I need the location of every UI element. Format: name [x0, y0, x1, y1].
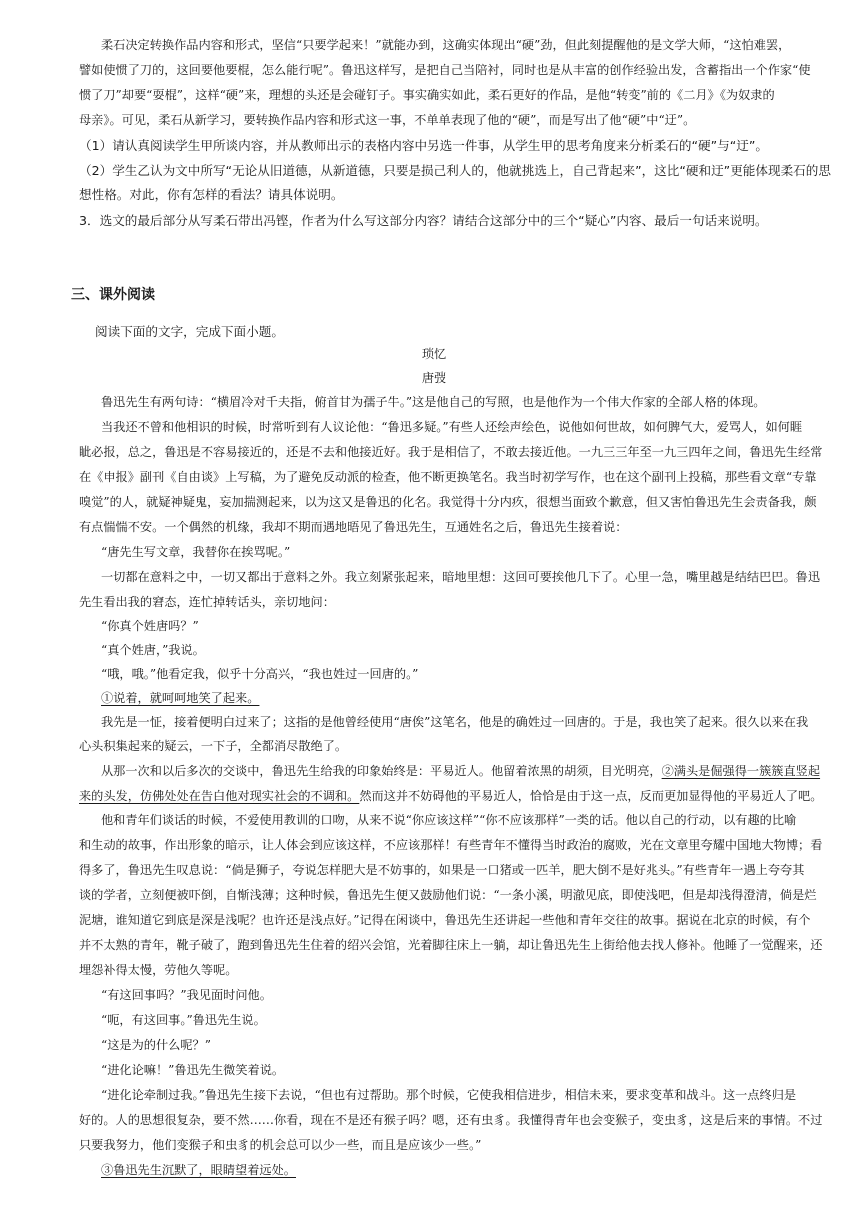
article-line: 当我还不曾和他相识的时候，时常听到有人议论他：“鲁迅多疑。”有些人还绘声绘色，说他如何世故，如何脾气大，爱骂人，如何睚 [101, 420, 803, 434]
article-line: 一切都在意料之中，一切又都出于意料之外。我立刻紧张起来，暗地里想：这回可要挨他几下了。心里一急，嘴里越是结结巴巴。鲁迅 [101, 570, 821, 584]
article-line: 他和青年们谈话的时候，不爱使用教训的口吻，从来不说“你应该这样”“你不应该那样”一类的话。他以自己的行动，以有趣的比喻 [101, 813, 797, 827]
article-author: 唐弢 [421, 371, 447, 385]
article-line: “真个姓唐，”我说。 [101, 643, 205, 657]
article-line: 在《申报》副刊《自由谈》上写稿，为了避免反动派的检查，他不断更换笔名。我当时初学写作，也在这个副刊上投稿，那些看文章“专靠 [79, 470, 817, 484]
underlined-sentence-3: ③鲁迅先生沉默了，眼睛望着远处。 [101, 1163, 296, 1177]
article-line: 并不太熟的青年，靴子破了，跑到鲁迅先生住着的绍兴会馆，光着脚往床上一躺，却让鲁迅先生上街给他去找人修补。他睡了一觉醒来，还 [79, 938, 823, 952]
article-line: 和生动的故事，作出形象的暗示，让人体会到应该这样，不应该那样！有些青年不懂得当时政治的腐败，光在文章里夸耀中国地大物博；看 [79, 838, 823, 852]
article-line: “这是为的什么呢？” [101, 1038, 211, 1052]
underlined-sentence-2-part-2: 来的头发，仿佛处处在告白他对现实社会的不调和。 [79, 789, 360, 803]
article-line-mixed [101, 759, 820, 783]
essay-line: 母亲》。可见，柔石从新学习，要转换作品内容和形式这一事，不单单表现了他的“硬”，而是写出了他“硬”中“迂”。 [79, 113, 696, 127]
article-line: 鲁迅先生有两句诗：“横眉冷对千夫指，俯首甘为孺子牛。”这是他自己的写照，也是他作为一个伟大作家的全部人格的体现。 [101, 395, 766, 409]
article-line: 谈的学者，立刻便被吓倒，自惭浅薄；这种时候，鲁迅先生便又鼓励他们说：“一条小溪，明澈见底，即使浅吧，但是却浅得澄清，倘是烂 [79, 888, 817, 902]
underlined-sentence-1: ①说着，就呵呵地笑了起来。 [101, 691, 260, 705]
article-line: “有这回事吗？”我见面时问他。 [101, 988, 272, 1002]
essay-line: 惯了刀”却要“耍棍”，这样“硬”来，理想的头还是会碰钉子。事实确实如此，柔石更好的作品，是他“转变”前的《二月》《为奴隶的 [79, 88, 775, 102]
question-3: 3．选文的最后部分从写柔石带出冯铿，作者为什么写这部分内容？请结合这部分中的三个“疑心”内容、最后一句话来说明。 [79, 213, 768, 228]
essay-line: 譬如使惯了刀的，这回要他要棍，怎么能行呢”。鲁迅这样写，是把自己当陪衬，同时也是从丰富的创作经验出发，含蓄指出一个作家“使 [79, 63, 811, 77]
article-line: 有点惴惴不安。一个偶然的机缘，我却不期而遇地晤见了鲁迅先生，互通姓名之后，鲁迅先生接着说： [79, 520, 628, 534]
article-line: “唐先生写文章，我替你在挨骂呢。” [101, 545, 291, 559]
question-2-line-2: 想性格。对此，你有怎样的看法？请具体说明。 [79, 187, 344, 202]
article-line: 只要我努力，他们变猴子和虫豸的机会总可以少一些，而且是应该少一些。” [79, 1138, 482, 1152]
text-segment: 然而这并不妨碍他的平易近人，恰恰是由于这一点，反而更加显得他的平易近人了吧。 [359, 789, 823, 803]
article-line: “进化论嘛！”鲁迅先生微笑着说。 [101, 1063, 285, 1077]
essay-line: 柔石决定转换作品内容和形式，坚信“只要学起来！”就能办到，这确实体现出“硬”劲，但此刻提醒他的是文学大师，“这怕难罢， [101, 38, 791, 52]
article-line: 泥塘，谁知道它到底是深是浅呢？也许还是浅点好。”记得在闲谈中，鲁迅先生还讲起一些他和青年交往的故事。据说在北京的时候，有个 [79, 913, 811, 927]
article-line: 眦必报，总之，鲁迅是不容易接近的，还是不去和他接近好。我于是相信了，不敢去接近他。一九三三年至一九三四年之间，鲁迅先生经常 [79, 445, 823, 459]
section-heading: 三、课外阅读 [71, 287, 155, 303]
article-line: 心头积集起来的疑云，一下子，全都消尽散绝了。 [79, 739, 348, 753]
article-line-mixed [79, 784, 822, 808]
article-line: “进化论牵制过我。”鲁迅先生接下去说，“但也有过帮助。那个时候，它使我相信进步，相信未来，要求变革和战斗。这一点终归是 [101, 1088, 797, 1102]
article-line: 得多了，鲁迅先生叹息说：“倘是狮子，夸说怎样肥大是不妨事的，如果是一口猪或一匹羊，肥大倒不是好兆头。”有些青年一遇上夸夸其 [79, 863, 805, 877]
article-line: “呃，有这回事。”鲁迅先生说。 [101, 1013, 266, 1027]
article-line: “你真个姓唐吗？” [101, 619, 199, 633]
article-line: “哦，哦。”他看定我，似乎十分高兴，“我也姓过一回唐的。” [101, 667, 419, 681]
article-line: 嗅觉”的人，就疑神疑鬼，妄加揣测起来，以为这又是鲁迅的化名。我觉得十分内疚，很想当面致个歉意，但又害怕鲁迅先生会责备我，颇 [79, 495, 817, 509]
article-line: 好的。人的思想很复杂，要不然……你看，现在不是还有猴子吗？嗯，还有虫豸。我懂得青年也会变猴子，变虫豸，这是后来的事情。不过 [79, 1113, 823, 1127]
article-line: 我先是一怔，接着便明白过来了；这指的是他曾经使用“唐俟”这笔名，他是的确姓过一回唐的。于是，我也笑了起来。很久以来在我 [101, 715, 809, 729]
underlined-sentence-2-part-1: ②满头是倔强得一簇簇直竖起 [661, 764, 821, 778]
article-line: 先生看出我的窘态，连忙掉转话头，亲切地问： [79, 595, 335, 609]
article-line: 埋怨补得太慢，劳他久等呢。 [79, 963, 238, 977]
question-2-line-1: （2）学生乙认为文中所写“无论从旧道德，从新道德，只要是损己利人的，他就挑选上，自己背起来”，这比“硬和迂”更能体现柔石的思 [79, 163, 831, 178]
reading-instruction: 阅读下面的文字，完成下面小题。 [95, 324, 284, 339]
text-segment: 从那一次和以后多次的交谈中，鲁迅先生给我的印象始终是：平易近人。他留着浓黑的胡须，目光明亮， [101, 764, 662, 778]
question-1: （1）请认真阅读学生甲所谈内容，并从教师出示的表格内容中另选一件事，从学生甲的思考角度来分析柔石的“硬”与“迂”。 [79, 138, 768, 153]
article-title: 琐忆 [421, 347, 447, 361]
